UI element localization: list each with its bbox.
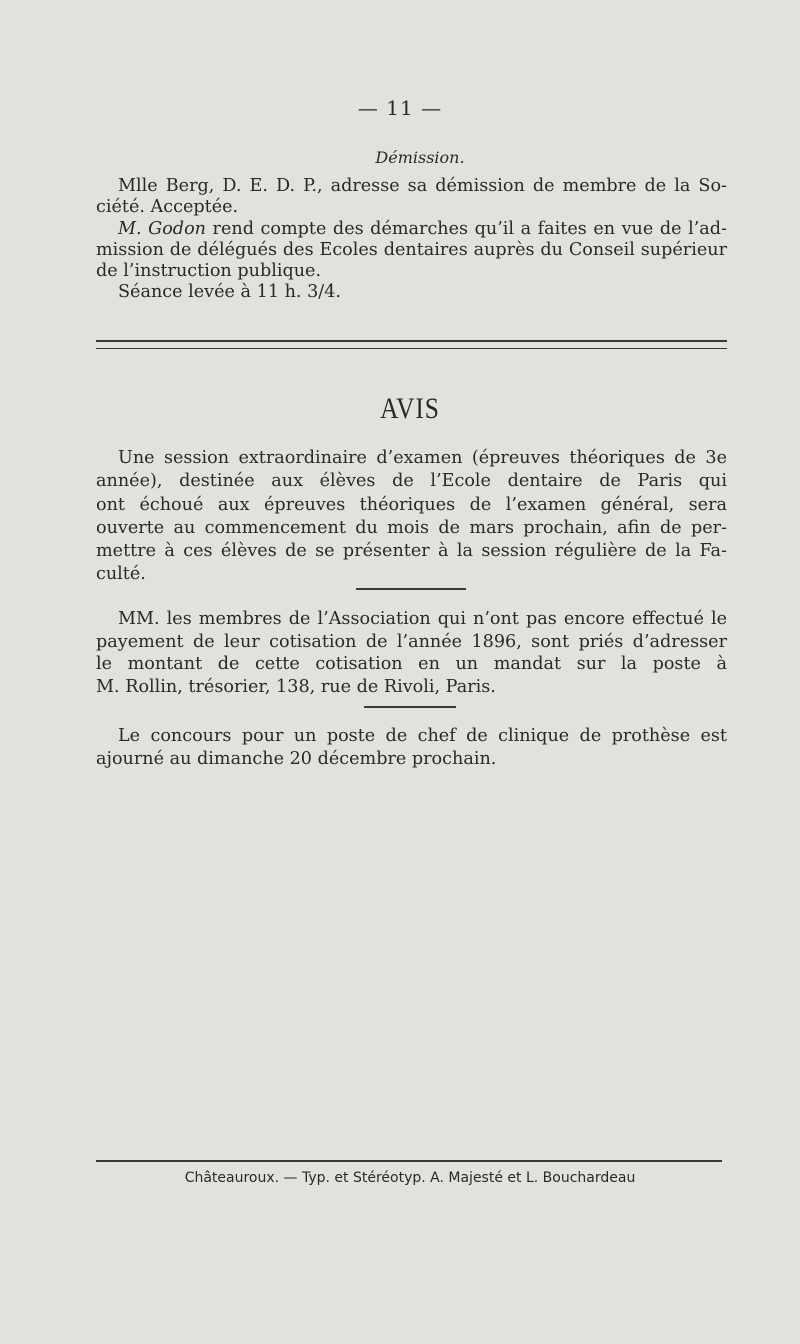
godon-line-3: de l’instruction publique.	[96, 261, 322, 281]
page-number: — 11 —	[357, 96, 443, 120]
resignation-line-2: ciété. Acceptée.	[96, 197, 239, 217]
seance-text: Séance levée à 11 h. 3/4.	[118, 282, 342, 302]
resignation-paragraph	[96, 176, 727, 218]
membres-line-1: MM. les membres de l’Association qui n’ont pas encore effectué le	[118, 609, 727, 629]
separator-rule-1	[356, 588, 466, 590]
avis-line-5: mettre à ces élèves de se présenter à la session régulière de la Fa-	[96, 541, 727, 562]
avis-line-3: ont échoué aux épreuves théoriques de l’examen général, sera	[96, 494, 727, 515]
avis-line-2: année), destinée aux élèves de l’Ecole dentaire de Paris qui	[96, 471, 727, 492]
membres-line-2: payement de leur cotisation de l’année 1896, sont priés d’adresser	[96, 631, 727, 652]
resignation-line-1: Mlle Berg, D. E. D. P., adresse sa démission de membre de la So-	[118, 176, 727, 196]
avis-title: AVIS	[380, 392, 440, 425]
godon-paragraph	[96, 219, 727, 282]
concours-line-1: Le concours pour un poste de chef de clinique de prothèse est	[118, 726, 727, 746]
concours-line-2: ajourné au dimanche 20 décembre prochain.	[96, 749, 497, 769]
section-divider	[96, 340, 727, 349]
avis-line-6: culté.	[96, 564, 146, 585]
avis-line-1: Une session extraordinaire d’examen (épreuves théoriques de 3e	[118, 448, 727, 468]
avis-paragraph	[96, 447, 727, 587]
avis-line-4: ouverte au commencement du mois de mars prochain, afin de per-	[96, 517, 727, 538]
footer-rule	[96, 1160, 722, 1162]
godon-line-2: mission de délégués des Ecoles dentaires auprès du Conseil supérieur	[96, 240, 727, 260]
section-heading: Démission.	[375, 148, 465, 167]
separator-rule-2	[364, 706, 456, 708]
membres-paragraph	[96, 608, 727, 699]
printer-imprint: Châteauroux. — Typ. et Stéréotyp. A. Majesté et L. Bouchardeau	[184, 1170, 636, 1186]
membres-line-4: M. Rollin, trésorier, 138, rue de Rivoli, Paris.	[96, 677, 496, 698]
godon-line-1: rend compte des démarches qu’il a faites en vue de l’ad-	[206, 219, 727, 239]
concours-paragraph	[96, 725, 727, 771]
membres-line-3: le montant de cette cotisation en un mandat sur la poste à	[96, 654, 727, 675]
seance-paragraph	[96, 282, 727, 303]
godon-name: M. Godon	[118, 219, 206, 239]
